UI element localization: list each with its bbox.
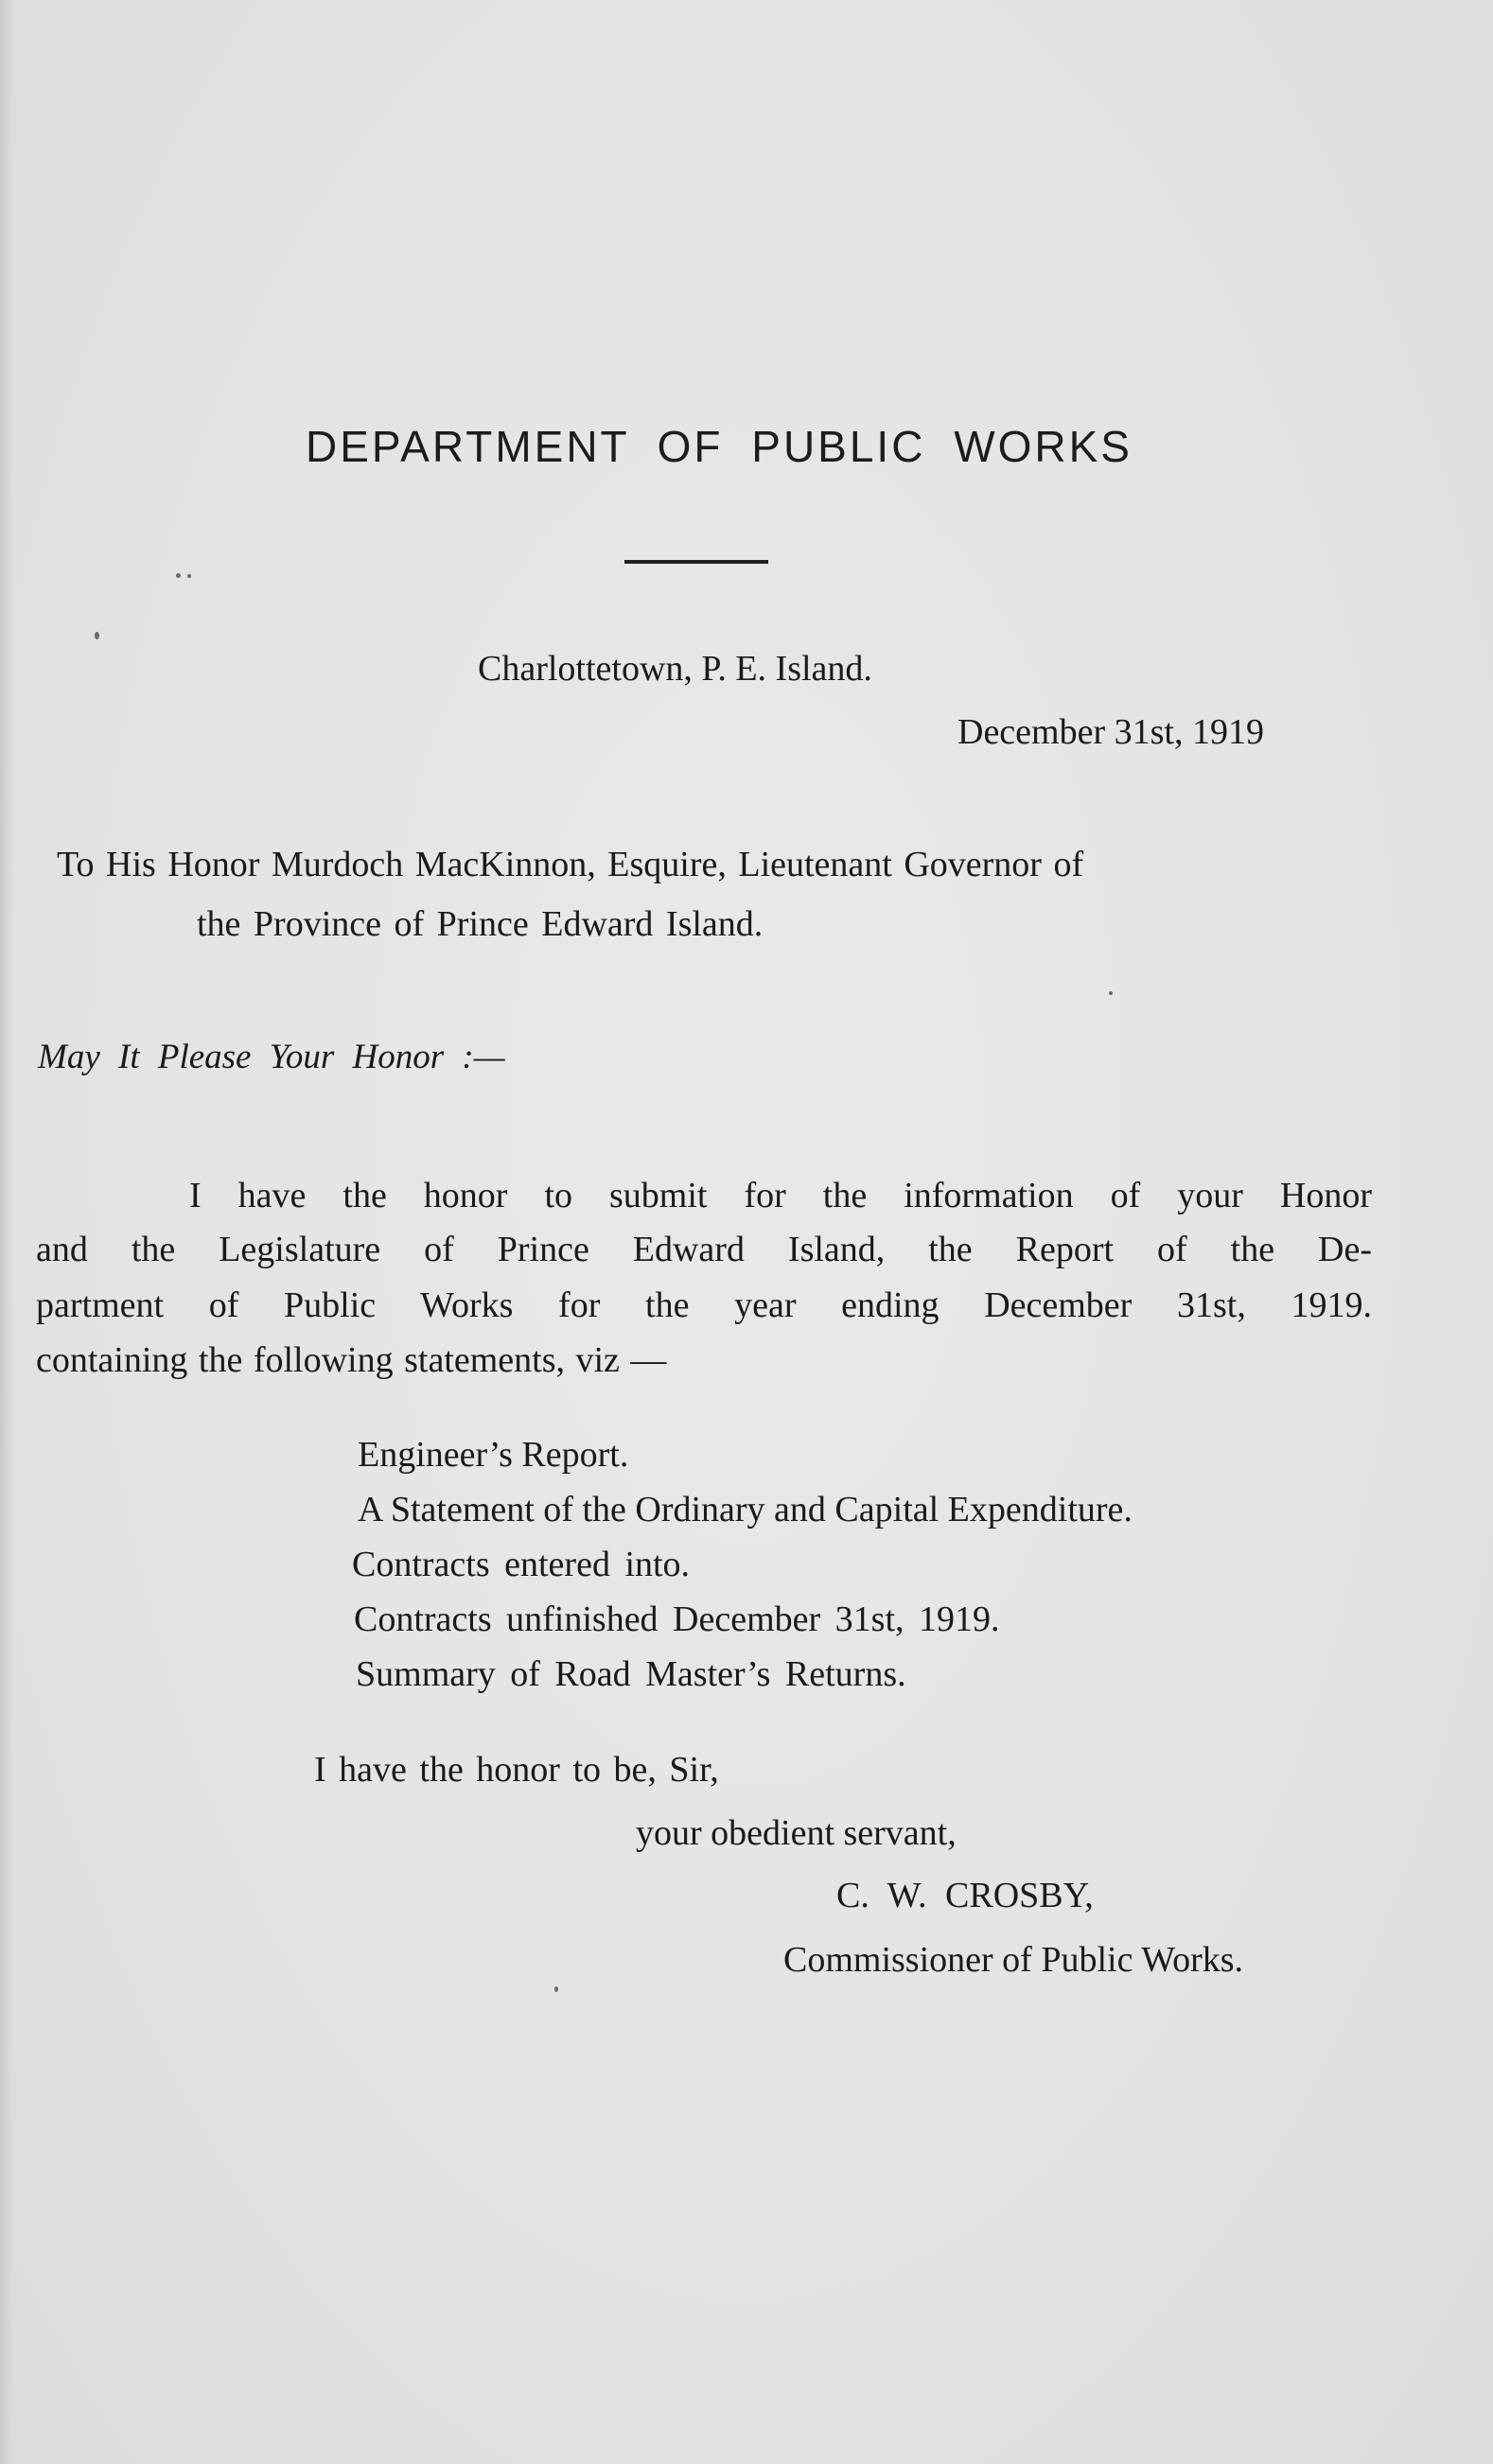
heading-rule xyxy=(624,560,768,564)
print-speck xyxy=(95,632,99,639)
statement-item: A Statement of the Ordinary and Capital Expenditure. xyxy=(358,1490,1133,1529)
statement-item: Summary of Road Master’s Returns. xyxy=(356,1654,906,1694)
signer-title: Commissioner of Public Works. xyxy=(783,1940,1244,1980)
body-line-1: I have the honor to submit for the information of your Honor xyxy=(189,1176,1372,1215)
letter-place: Charlottetown, P. E. Island. xyxy=(478,649,872,689)
page-edge-shadow xyxy=(0,0,13,2464)
body-line-2: and the Legislature of Prince Edward Island, the Report of the De- xyxy=(36,1230,1372,1269)
addressee-line-2: the Province of Prince Edward Island. xyxy=(197,904,764,944)
addressee-line-1: To His Honor Murdoch MacKinnon, Esquire, Lieutenant Governor of xyxy=(57,845,1084,884)
salutation: May It Please Your Honor :— xyxy=(38,1038,505,1076)
document-heading: DEPARTMENT OF PUBLIC WORKS xyxy=(306,422,1133,471)
body-line-3: partment of Public Works for the year ending December 31st, 1919. xyxy=(36,1285,1372,1325)
print-speck xyxy=(176,573,181,578)
print-speck xyxy=(554,1986,558,1992)
print-speck xyxy=(187,574,191,578)
print-speck xyxy=(1109,991,1113,995)
statement-item: Contracts entered into. xyxy=(352,1545,691,1584)
letter-date: December 31st, 1919 xyxy=(957,712,1264,752)
body-line-4: containing the following statements, viz — xyxy=(36,1340,667,1380)
signature: C. W. CROSBY, xyxy=(836,1876,1094,1915)
closing-line-2: your obedient servant, xyxy=(636,1813,957,1853)
statement-item: Engineer’s Report. xyxy=(358,1435,629,1475)
closing-line: I have the honor to be, Sir, xyxy=(314,1750,719,1790)
statement-item: Contracts unfinished December 31st, 1919. xyxy=(354,1599,1000,1639)
